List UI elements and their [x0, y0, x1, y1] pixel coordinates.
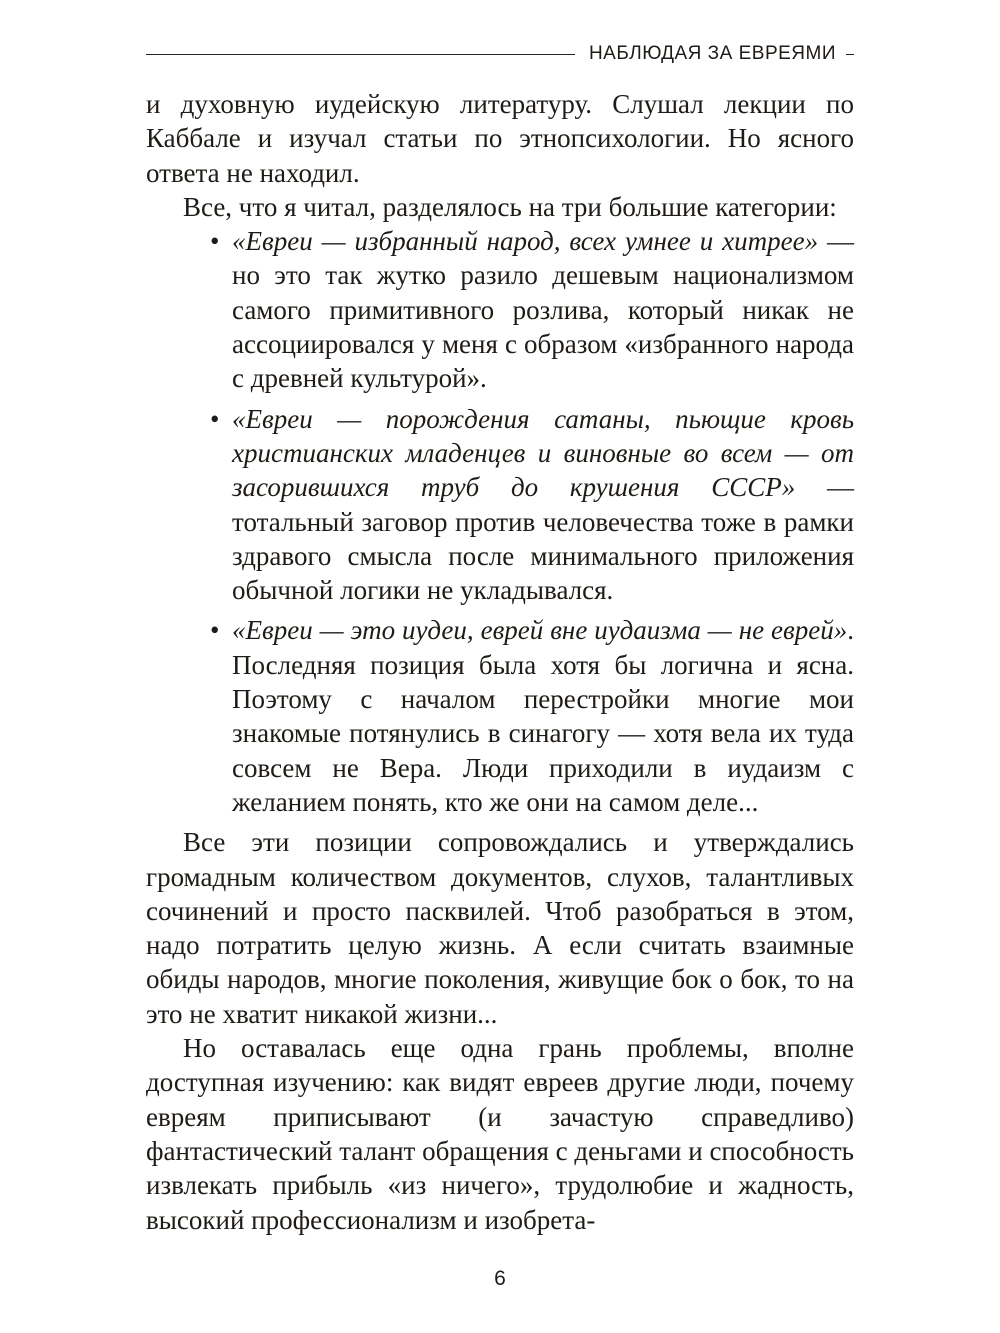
list-item-text: — но это так жутко разило дешевым национализмом самого примитивного розлива, который никак не ассоциировался у меня с образом «избранного народа с древней культурой». — [232, 226, 854, 394]
bullet-icon: • — [210, 615, 220, 646]
list-item — [210, 224, 854, 395]
running-header — [146, 40, 854, 68]
list-item-quote: «Евреи — избранный народ, всех умнее и хитрее» — [232, 226, 819, 257]
paragraph-positions: Все эти позиции сопровождались и утверждались громадным количеством документов, слухов, талантливых сочинений и просто пасквилей. Чтоб разобраться в этом, надо потратить целую жизнь. А если считать взаимные обиды народов, многие поколения, живущие бок о бок, то на это не хватит никакой жизни... — [146, 827, 854, 1029]
running-title: НАБЛЮДАЯ ЗА ЕВРЕЯМИ — [588, 43, 836, 64]
paragraph-continuation: и духовную иудейскую литературу. Слушал лекции по Каббале и изучал статьи по этнопсихологии. Но ясного ответа не находил. — [146, 89, 854, 188]
page-number: 6 — [494, 1267, 506, 1290]
header-rule-right — [846, 54, 854, 55]
list-item-quote: «Евреи — порождения сатаны, пьющие кровь христианских младенцев и виновные во всем — от засорившихся труб до крушения СССР» — [232, 403, 854, 503]
paragraph-categories-intro: Все, что я читал, разделялось на три большие категории: — [183, 191, 837, 222]
body-text — [146, 87, 854, 1237]
paragraph-another-facet: Но оставалась еще одна грань проблемы, вполне доступная изучению: как видят евреев другие люди, почему евреям приписывают (и зачастую справедливо) фантастический талант обращения с деньгами и способность извлекать прибыль «из ничего», трудолюбие и жадность, высокий профессионализм и изобрета- — [146, 1033, 854, 1235]
list-item — [210, 402, 854, 608]
list-item-text: — тотальный заговор против человечества тоже в рамки здравого смысла после минимального приложения обычной логики не укладывался. — [232, 472, 854, 606]
bullet-icon: • — [210, 226, 220, 257]
list-item-text: . Последняя позиция была хотя бы логична и ясна. Поэтому с началом перестройки многие мои знакомые потянулись в синагогу — хотя вела их туда совсем не Вера. Люди приходили в иудаизм с желанием понять, кто же они на самом деле... — [232, 615, 854, 817]
bullet-icon: • — [210, 403, 220, 434]
list-item-quote: «Евреи — это иудеи, еврей вне иудаизма — не еврей» — [232, 615, 848, 646]
header-rule-left — [146, 54, 575, 55]
list-item — [210, 613, 854, 819]
categories-list — [146, 224, 854, 819]
